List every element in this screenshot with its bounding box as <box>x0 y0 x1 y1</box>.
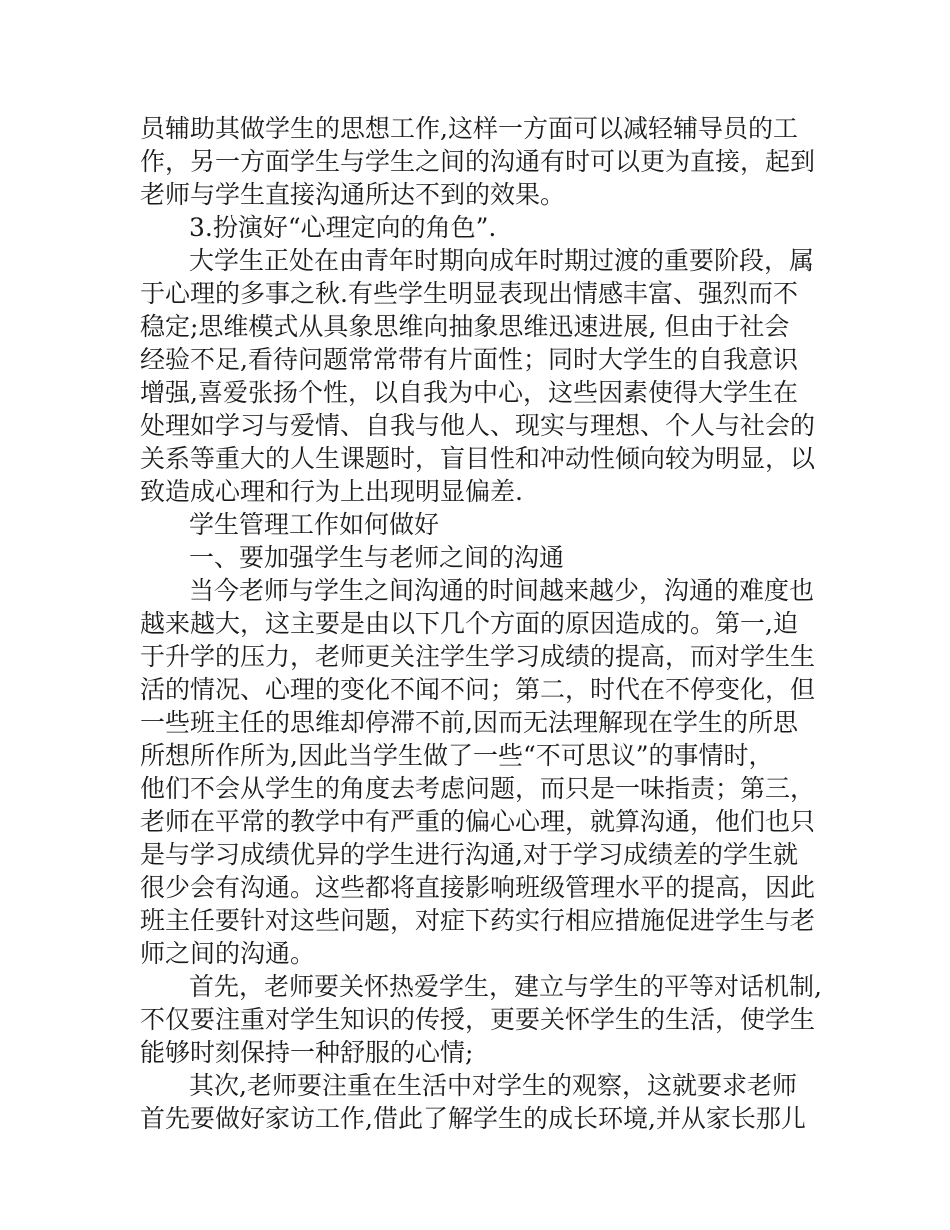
text-line: 于升学的压力，老师更关注学生学习成绩的提高，而对学生生 <box>140 642 816 671</box>
text-line: 师之间的沟通。 <box>140 939 316 968</box>
text-line: 首先，老师要关怀热爱学生，建立与学生的平等对话机制, <box>189 972 822 1001</box>
text-line: 所想所作所为,因此当学生做了一些“不可思议”的事情时， <box>140 741 774 770</box>
text-line: 他们不会从学生的角度去考虑问题，而只是一味指责；第三， <box>140 774 816 803</box>
text-line: 很少会有沟通。这些都将直接影响班级管理水平的提高，因此 <box>140 873 816 902</box>
text-line: 老师在平常的教学中有严重的偏心心理，就算沟通，他们也只 <box>140 807 816 836</box>
section-heading: 3.扮演好“心理定向的角色”. <box>189 213 497 242</box>
text-line: 一些班主任的思维却停滞不前,因而无法理解现在学生的所思 <box>140 708 798 737</box>
text-line: 不仅要注重对学生知识的传授，更要关怀学生的生活，使学生 <box>140 1005 816 1034</box>
text-line: 大学生正处在由青年时期向成年时期过渡的重要阶段，属 <box>189 246 815 275</box>
text-line: 是与学习成绩优异的学生进行沟通,对于学习成绩差的学生就 <box>140 840 798 869</box>
text-line: 稳定;思维模式从具象思维向抽象思维迅速进展, 但由于社会 <box>140 312 790 341</box>
text-line: 作，另一方面学生与学生之间的沟通有时可以更为直接，起到 <box>140 147 816 176</box>
text-line: 增强,喜爱张扬个性，以自我为中心，这些因素使得大学生在 <box>140 378 798 407</box>
text-line: 当今老师与学生之间沟通的时间越来越少，沟通的难度也 <box>189 576 815 605</box>
text-line: 班主任要针对这些问题，对症下药实行相应措施促进学生与老 <box>140 906 816 935</box>
text-line: 员辅助其做学生的思想工作,这样一方面可以减轻辅导员的工 <box>140 114 798 143</box>
text-line: 经验不足,看待问题常常带有片面性；同时大学生的自我意识 <box>140 345 798 374</box>
text-line: 首先要做好家访工作,借此了解学生的成长环境,并从家长那儿 <box>140 1104 806 1133</box>
section-heading: 一、要加强学生与老师之间的沟通 <box>189 543 565 572</box>
text-line: 于心理的多事之秋.有些学生明显表现出情感丰富、强烈而不 <box>140 279 798 308</box>
text-line: 活的情况、心理的变化不闻不问；第二，时代在不停变化，但 <box>140 675 816 704</box>
text-line: 越来越大，这主要是由以下几个方面的原因造成的。第一,迫 <box>140 609 798 638</box>
text-line: 关系等重大的人生课题时，盲目性和冲动性倾向较为明显，以 <box>140 444 816 473</box>
text-line: 其次,老师要注重在生活中对学生的观察，这就要求老师 <box>189 1071 797 1100</box>
text-line: 处理如学习与爱情、自我与他人、现实与理想、个人与社会的 <box>140 411 816 440</box>
text-line: 老师与学生直接沟通所达不到的效果。 <box>140 180 566 209</box>
text-line: 能够时刻保持一种舒服的心情; <box>140 1038 474 1067</box>
text-line: 致造成心理和行为上出现明显偏差. <box>140 477 523 506</box>
title-heading: 学生管理工作如何做好 <box>189 510 440 539</box>
